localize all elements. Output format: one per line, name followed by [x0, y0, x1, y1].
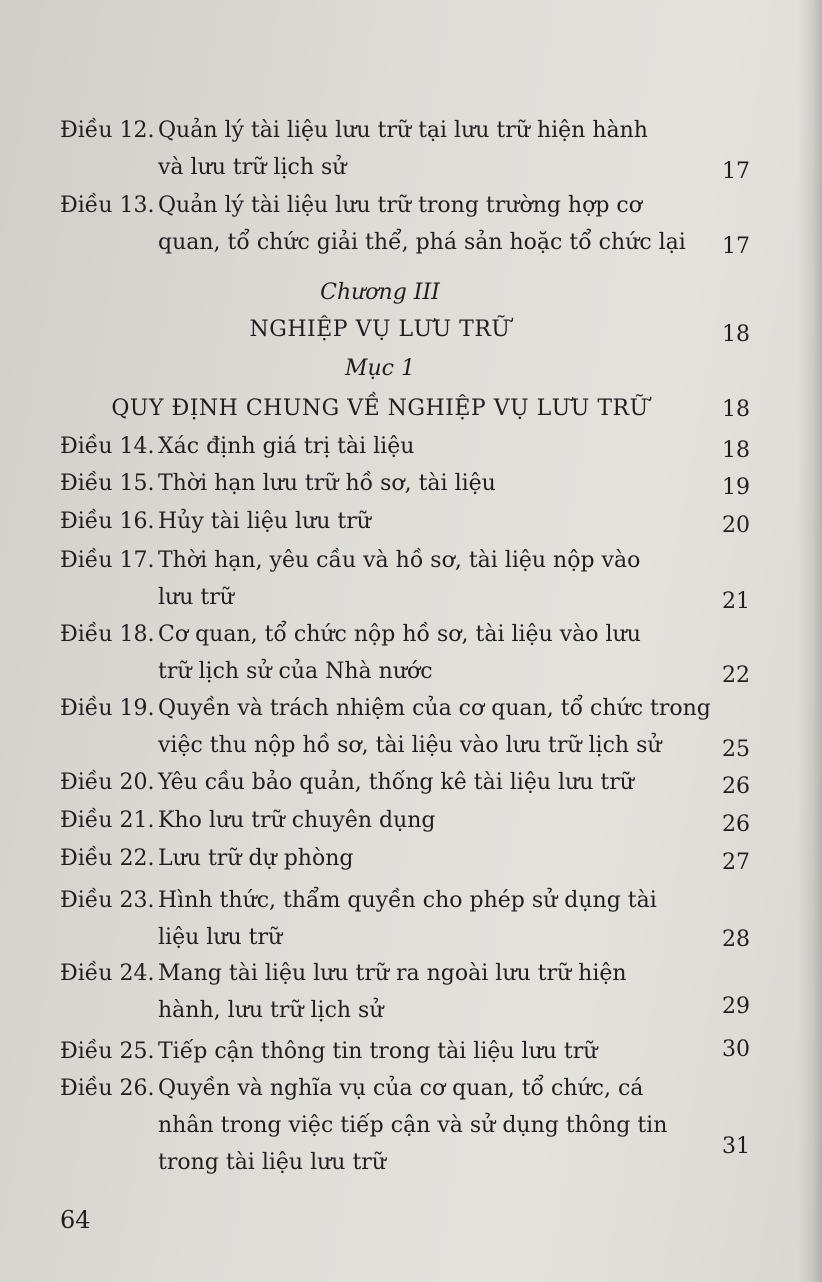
chapter-title: NGHIỆP VỤ LƯU TRỮ	[249, 317, 511, 342]
page-number: 30	[722, 1037, 750, 1062]
section-page-number: 18	[722, 397, 750, 422]
entry-label: Điều 16.	[60, 509, 155, 534]
entry-text: Cơ quan, tổ chức nộp hồ sơ, tài liệu vào lưu	[158, 622, 641, 647]
entry-label: Điều 15.	[60, 471, 155, 496]
page-number: 26	[722, 812, 750, 837]
toc-entry-dieu-25	[60, 1033, 760, 1070]
toc-entry-dieu-17	[60, 542, 760, 616]
entry-text: Lưu trữ dự phòng	[158, 846, 354, 871]
entry-text: Xác định giá trị tài liệu	[158, 434, 415, 459]
entry-text: Thời hạn, yêu cầu và hồ sơ, tài liệu nộp vào	[158, 548, 641, 573]
section-label: Mục 1	[344, 356, 415, 381]
toc-entry-dieu-16	[60, 503, 760, 540]
entry-label: Điều 12.	[60, 118, 155, 143]
page-number: 26	[722, 774, 750, 799]
entry-text: Quản lý tài liệu lưu trữ trong trường hợp cơ	[158, 193, 642, 218]
entry-text: liệu lưu trữ	[158, 925, 283, 950]
toc-entry-dieu-15	[60, 465, 760, 502]
entry-label: Điều 13.	[60, 193, 155, 218]
entry-label: Điều 19.	[60, 696, 155, 721]
toc-entry-dieu-22	[60, 840, 760, 877]
entry-text: Tiếp cận thông tin trong tài liệu lưu trữ	[158, 1039, 598, 1064]
toc-entry-dieu-18	[60, 616, 760, 690]
entry-text: Quyền và nghĩa vụ của cơ quan, tổ chức, cá	[158, 1076, 644, 1101]
page-number: 20	[722, 513, 750, 538]
page-number: 31	[722, 1134, 750, 1159]
entry-label: Điều 24.	[60, 961, 155, 986]
entry-text: Hình thức, thẩm quyền cho phép sử dụng tài	[158, 888, 657, 913]
page-number: 27	[722, 850, 750, 875]
toc-entry-dieu-14	[60, 428, 760, 465]
page-number: 18	[722, 438, 750, 463]
entry-label: Điều 25.	[60, 1039, 155, 1064]
entry-text: hành, lưu trữ lịch sử	[158, 998, 384, 1023]
chapter-label: Chương III	[320, 280, 440, 305]
entry-text: Mang tài liệu lưu trữ ra ngoài lưu trữ hiện	[158, 961, 627, 986]
toc-entry-dieu-24	[60, 955, 760, 1029]
entry-text: lưu trữ	[158, 585, 234, 610]
entry-label: Điều 18.	[60, 622, 155, 647]
entry-label: Điều 14.	[60, 434, 155, 459]
toc-entry-dieu-23	[60, 882, 760, 956]
entry-text: Kho lưu trữ chuyên dụng	[158, 808, 436, 833]
entry-text: Quyền và trách nhiệm của cơ quan, tổ chức trong	[158, 696, 711, 721]
chapter-page-number: 18	[722, 322, 750, 347]
entry-text: Thời hạn lưu trữ hồ sơ, tài liệu	[158, 471, 496, 496]
toc-entry-dieu-20	[60, 764, 760, 801]
entry-text: nhân trong việc tiếp cận và sử dụng thông tin	[158, 1113, 668, 1138]
entry-label: Điều 26.	[60, 1076, 155, 1101]
entry-label: Điều 23.	[60, 888, 155, 913]
entry-text: trong tài liệu lưu trữ	[158, 1150, 386, 1175]
toc-entry-dieu-19	[60, 690, 760, 764]
entry-label: Điều 20.	[60, 770, 155, 795]
page-number: 29	[722, 994, 750, 1019]
entry-label: Điều 21.	[60, 808, 155, 833]
toc-entry-dieu-26	[60, 1070, 760, 1181]
toc-entry-dieu-12	[60, 112, 760, 186]
page-number: 21	[722, 589, 750, 614]
entry-text: Quản lý tài liệu lưu trữ tại lưu trữ hiện hành	[158, 118, 648, 143]
page-number: 25	[722, 737, 750, 762]
entry-text: việc thu nộp hồ sơ, tài liệu vào lưu trữ lịch sử	[158, 733, 662, 758]
page-number: 22	[722, 663, 750, 688]
page-number: 17	[722, 234, 750, 259]
page-number: 28	[722, 927, 750, 952]
section-title: QUY ĐỊNH CHUNG VỀ NGHIỆP VỤ LƯU TRỮ	[111, 396, 649, 421]
toc-entry-dieu-21	[60, 802, 760, 839]
page-number: 17	[722, 159, 750, 184]
entry-text: quan, tổ chức giải thể, phá sản hoặc tổ chức lại	[158, 230, 686, 255]
entry-label: Điều 17.	[60, 548, 155, 573]
page-number: 19	[722, 475, 750, 500]
entry-text: trữ lịch sử của Nhà nước	[158, 659, 433, 684]
entry-text: Hủy tài liệu lưu trữ	[158, 509, 371, 534]
folio-page-number: 64	[60, 1206, 91, 1234]
entry-label: Điều 22.	[60, 846, 155, 871]
entry-text: Yêu cầu bảo quản, thống kê tài liệu lưu trữ	[158, 770, 634, 795]
page-edge-shadow	[798, 0, 822, 1282]
toc-entry-dieu-13	[60, 187, 760, 261]
entry-text: và lưu trữ lịch sử	[158, 155, 347, 180]
